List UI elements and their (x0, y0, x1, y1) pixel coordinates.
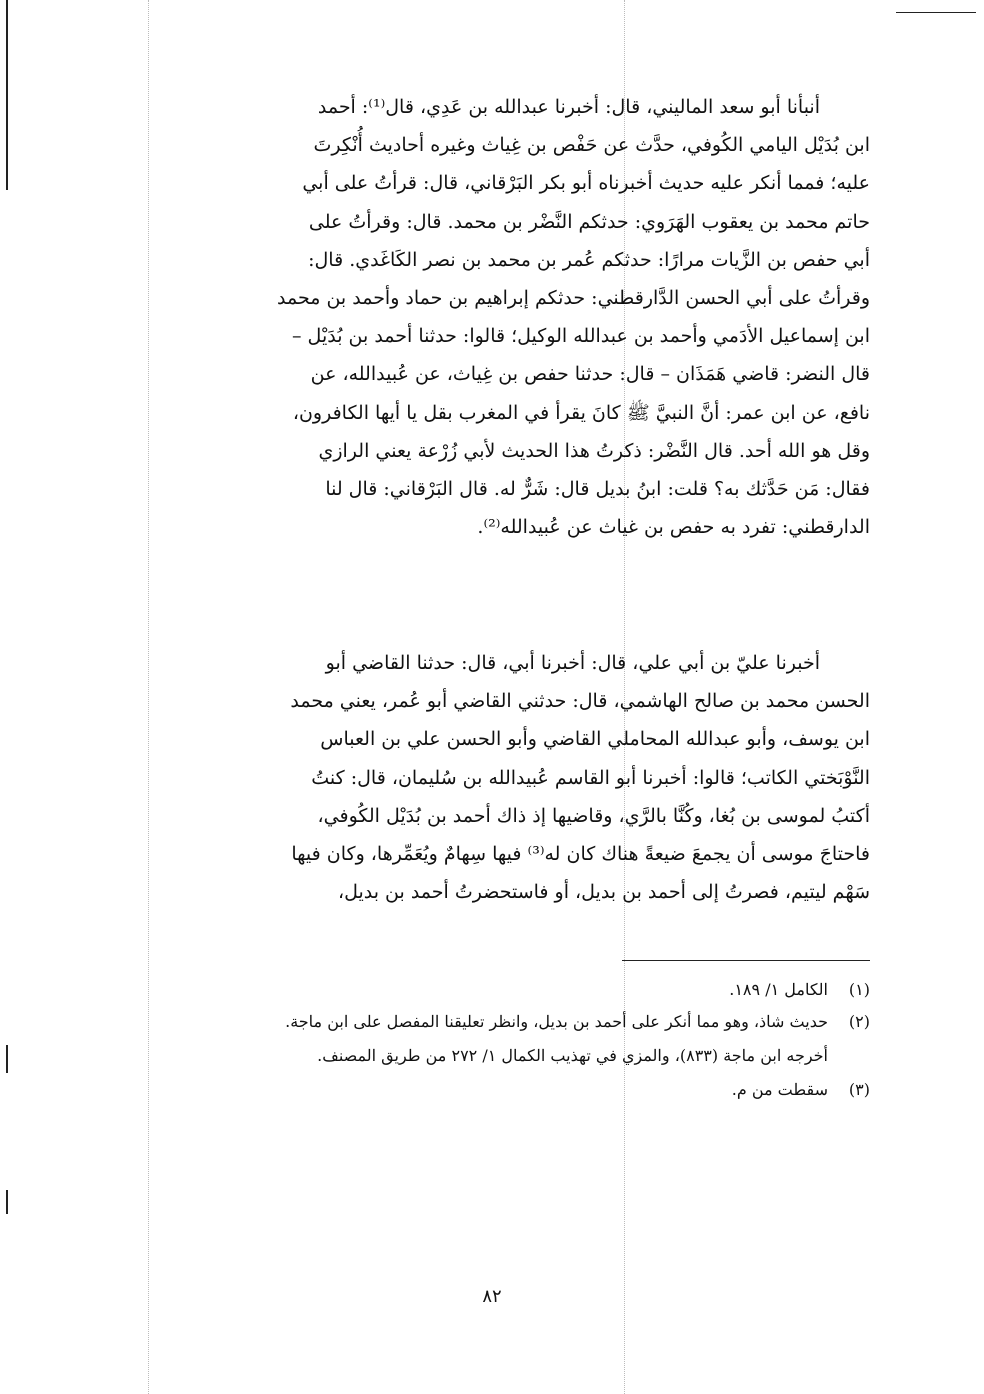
footnote-text: الكامل ١/ ١٨٩. (729, 980, 828, 999)
text-line: عليه؛ فمما أنكر عليه حديث أخبرناه أبو بكر البَرْقاني، قال: قرأتُ على أبي (302, 172, 870, 195)
text-line: ابن بُدَيْل اليامي الكُوفي، حدَّث عن حَفْص بن غِياث وغيره أحاديث أُنْكِرتَ (313, 134, 870, 157)
text-line: وقل هو الله أحد. قال النَّضْر: ذكرتُ هذا الحديث لأبي زُرْعة يعني الرازي (318, 439, 870, 462)
footnotes (140, 976, 870, 1104)
footnote-number: (٢) (848, 1012, 870, 1031)
text-line: نافع، عن ابن عمر: أنَّ النبيَّ ﷺ كانَ يقرأ في المغرب بقل يا أيها الكافرون، (292, 401, 870, 424)
text-line: فاحتاجَ موسى أن يجمعَ ضيعةً هناك كان له⁽³⁾ فيها سِهامٌ ويُعَمِّرها، وكان فيها (291, 843, 870, 866)
text-line: الحسن محمد بن صالح الهاشمي، قال: حدثني القاضي أبو عُمر، يعني محمد (290, 690, 870, 713)
footnote-2-continuation: أخرجه ابن ماجة (٨٣٣)، والمزي في تهذيب الكمال ١/ ٢٧٢ من طريق المصنف. (317, 1046, 828, 1065)
footnote-number: (٣) (848, 1080, 870, 1099)
text-line: الدارقطني: تفرد به حفص بن غياث عن عُبيدالله⁽²⁾. (477, 516, 870, 539)
footnote-text: حديث شاذ، وهو مما أنكر على أحمد بن بديل، وانظر تعليقنا المفصل على ابن ماجة. (285, 1012, 828, 1031)
main-paragraph-2 (140, 644, 870, 911)
footnote-divider (622, 960, 870, 961)
main-paragraph-1 (140, 88, 870, 546)
footnote-text: سقطت من م. (731, 1080, 828, 1099)
text-line: سَهْم ليتيم، فصرتُ إلى أحمد بن بديل، أو فاستحضرتُ أحمد بن بديل، (337, 881, 870, 904)
text-line: أنبأنا أبو سعد الماليني، قال: أخبرنا عبدالله بن عَدِي، قال⁽¹⁾: أحمد (317, 96, 820, 118)
text-line: ابن إسماعيل الأدَمي وأحمد بن عبدالله الوكيل؛ قالوا: حدثنا أحمد بن بُدَيْل – (292, 325, 870, 348)
text-line: أبي حفص بن الزَّيات مرارًا: حدثكم عُمر بن محمد بن نصر الكَاغَدي. قال: (308, 248, 870, 271)
text-line: ابن يوسف، وأبو عبدالله المحاملي القاضي وأبو الحسن علي بن العباس (320, 728, 870, 751)
text-line: أكتبُ لموسى بن بُغا، وكُنَّا بالرَّي، وقاضيها إذ ذاك أحمد بن بُدَيْل الكُوفي، (317, 804, 870, 827)
footnote-3 (140, 1076, 870, 1104)
scan-edge-line (6, 0, 8, 190)
text-line: حاتم محمد بن يعقوب الهَرَوي: حدثكم النَّضْر بن محمد. قال: وقرأتُ على (308, 210, 870, 233)
text-line: فقال: مَن حَدَّثك به؟ قلت: ابنُ بديل قال: شَرٌّ له. قال البَرْقاني: قال لنا (325, 478, 870, 501)
scan-corner-line (896, 12, 976, 13)
text-line: وقرأتُ على أبي الحسن الدَّارقطني: حدثكم إبراهيم بن حماد وأحمد بن محمد (277, 287, 870, 310)
footnote-number: (١) (848, 980, 870, 999)
footnote-1 (140, 976, 870, 1004)
footnote-2 (140, 1008, 870, 1036)
text-line: قال النضر: قاضي هَمَذَان – قال: حدثنا حفص بن غِياث، عن عُبيدالله، عن (310, 363, 870, 386)
text-line: النَّوْبَختي الكاتب؛ قالوا: أخبرنا أبو القاسم عُبيدالله بن سُليمان، قال: كنتُ (311, 766, 870, 789)
scan-edge-line (6, 1190, 8, 1214)
text-line: أخبرنا عليّ بن أبي علي، قال: أخبرنا أبي، قال: حدثنا القاضي أبو (325, 652, 820, 674)
scan-edge-line (6, 1045, 8, 1073)
page-number: ٨٢ (482, 1286, 502, 1307)
